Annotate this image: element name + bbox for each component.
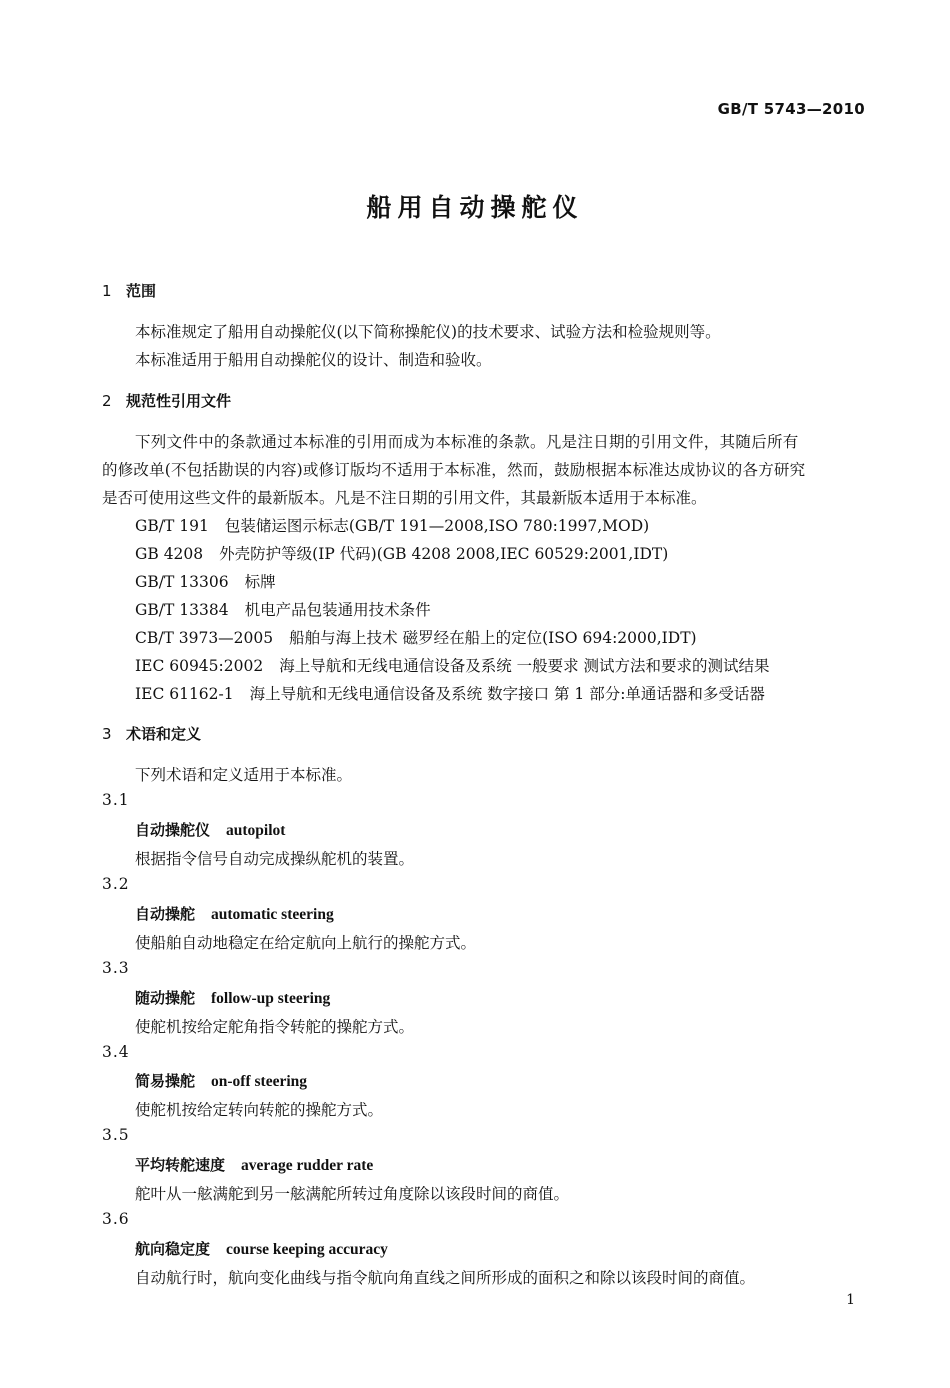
reference-title: 外壳防护等级(IP 代码)(GB 4208 2008,IEC 60529:2001,IDT)	[219, 545, 669, 563]
term-number: 3.4	[102, 1043, 130, 1061]
term-definition: 使舵机按给定舵角指令转舵的操舵方式。	[135, 1018, 415, 1036]
section-title: 规范性引用文件	[126, 392, 232, 410]
term-en: on-off steering	[211, 1073, 308, 1090]
paragraph: 本标准适用于船用自动操舵仪的设计、制造和验收。	[135, 351, 492, 369]
term-name	[135, 903, 334, 924]
reference-item	[135, 626, 697, 648]
term-en: automatic steering	[211, 906, 334, 923]
term-definition: 使舵机按给定转向转舵的操舵方式。	[135, 1101, 384, 1119]
term-number: 3.1	[102, 791, 130, 809]
reference-item	[135, 682, 765, 704]
term-name	[135, 1070, 307, 1091]
section-number: 3	[102, 725, 112, 743]
reference-code: CB/T 3973—2005	[135, 629, 274, 647]
section-title: 术语和定义	[126, 725, 202, 743]
section-heading-scope	[102, 280, 156, 301]
term-definition: 根据指令信号自动完成操纵舵机的装置。	[135, 850, 415, 868]
paragraph: 的修改单(不包括勘误的内容)或修订版均不适用于本标准，然而，鼓励根据本标准达成协议的各方研究	[102, 461, 806, 479]
paragraph: 下列术语和定义适用于本标准。	[135, 766, 353, 784]
term-name	[135, 1154, 373, 1175]
reference-title: 机电产品包装通用技术条件	[244, 601, 431, 619]
reference-item	[135, 654, 770, 676]
term-name	[135, 987, 330, 1008]
term-zh: 平均转舵速度	[135, 1156, 226, 1174]
section-heading-terms	[102, 723, 201, 744]
reference-code: GB/T 191	[135, 517, 209, 535]
reference-code: IEC 61162-1	[135, 685, 234, 703]
term-number: 3.6	[102, 1210, 130, 1228]
reference-item	[135, 598, 431, 620]
reference-title: 标牌	[244, 573, 276, 591]
reference-title: 海上导航和无线电通信设备及系统 一般要求 测试方法和要求的测试结果	[279, 657, 770, 675]
term-definition: 舵叶从一舷满舵到另一舷满舵所转过角度除以该段时间的商值。	[135, 1185, 570, 1203]
term-zh: 航向稳定度	[135, 1240, 211, 1258]
term-definition: 使船舶自动地稳定在给定航向上航行的操舵方式。	[135, 934, 477, 952]
term-number: 3.5	[102, 1126, 130, 1144]
term-en: course keeping accuracy	[226, 1241, 388, 1258]
reference-code: GB 4208	[135, 545, 204, 563]
term-zh: 随动操舵	[135, 989, 196, 1007]
term-en: follow-up steering	[211, 990, 331, 1007]
term-name	[135, 1238, 388, 1259]
reference-item	[135, 542, 668, 564]
page-number: 1	[846, 1292, 855, 1308]
paragraph: 是否可使用这些文件的最新版本。凡是不注日期的引用文件，其最新版本适用于本标准。	[102, 489, 707, 507]
reference-title: 海上导航和无线电通信设备及系统 数字接口 第 1 部分:单通话器和多受话器	[249, 685, 765, 703]
reference-code: IEC 60945:2002	[135, 657, 264, 675]
term-name	[135, 819, 285, 840]
term-number: 3.3	[102, 959, 130, 977]
section-title: 范围	[126, 282, 157, 300]
reference-code: GB/T 13384	[135, 601, 229, 619]
term-zh: 自动操舵仪	[135, 821, 211, 839]
reference-title: 包装储运图示标志(GB/T 191—2008,ISO 780:1997,MOD)	[224, 517, 650, 535]
section-number: 1	[102, 282, 112, 300]
term-en: average rudder rate	[241, 1157, 374, 1174]
term-number: 3.2	[102, 875, 130, 893]
term-zh: 简易操舵	[135, 1072, 196, 1090]
term-definition: 自动航行时，航向变化曲线与指令航向角直线之间所形成的面积之和除以该段时间的商值。	[135, 1269, 756, 1287]
section-number: 2	[102, 392, 112, 410]
reference-code: GB/T 13306	[135, 573, 229, 591]
term-zh: 自动操舵	[135, 905, 196, 923]
term-en: autopilot	[226, 822, 286, 839]
document-title: 船用自动操舵仪	[366, 193, 584, 222]
standard-code: GB/T 5743—2010	[717, 100, 865, 118]
reference-item	[135, 514, 649, 536]
paragraph: 本标准规定了船用自动操舵仪(以下简称操舵仪)的技术要求、试验方法和检验规则等。	[135, 323, 721, 341]
paragraph: 下列文件中的条款通过本标准的引用而成为本标准的条款。凡是注日期的引用文件，其随后所有	[135, 433, 799, 451]
section-heading-refs	[102, 390, 231, 411]
reference-item	[135, 570, 276, 592]
reference-title: 船舶与海上技术 磁罗经在船上的定位(ISO 694:2000,IDT)	[289, 629, 697, 647]
